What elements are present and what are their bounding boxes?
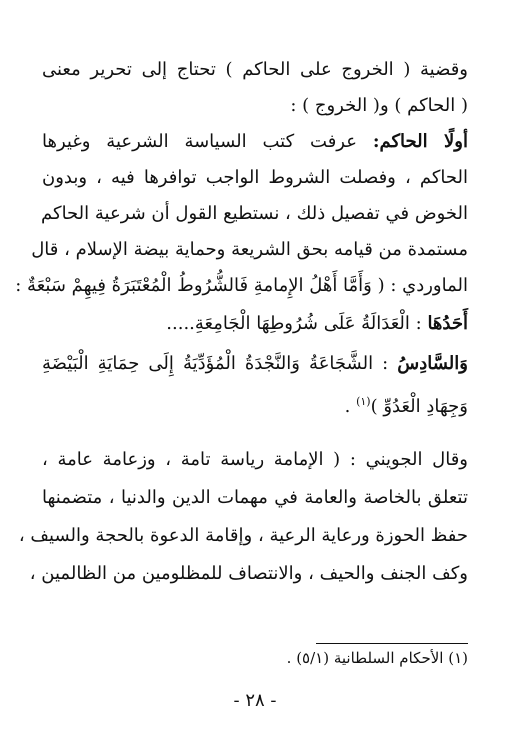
text-line-7: الماوردي : ( وَأَمَّا أَهْلُ الإِمامةِ فَالشُّرُوطُ الْمُعْتَبَرَةُ فِيهِمْ سَبْعَةٌ : — [15, 275, 468, 296]
page-number: - ٢٨ - — [233, 690, 277, 711]
text-line-10-end: . — [344, 396, 351, 417]
quote-term-sixth: وَالسَّادِسُ — [397, 353, 468, 374]
text-line-2: ( الحاكم ) و( الخروج ) : — [290, 95, 468, 116]
footnote-reference: (١) — [356, 395, 371, 408]
text-line-6: مستمدة من قيامه بحق الشريعة وحماية بيضة الإسلام ، قال — [31, 239, 468, 260]
text-line-12: تتعلق بالخاصة والعامة في مهمات الدين والدنيا ، متضمنها — [42, 487, 468, 508]
text-line-1: وقضية ( الخروج على الحاكم ) تحتاج إلى تحرير معنى — [42, 59, 468, 80]
footnote-separator — [316, 643, 468, 644]
text-line-8-rest: : الْعَدَالَةُ عَلَى شُرُوطِهَا الْجَامِعَةِ..... — [166, 313, 422, 334]
text-line-5: الخوض في تفصيل ذلك ، نستطيع القول أن شرعية الحاكم — [41, 203, 468, 224]
quote-term-first: أَحَدُهَا — [427, 313, 468, 334]
text-line-9-rest: : الشَّجَاعَةُ وَالنَّجْدَةُ الْمُؤَدِّيَةُ إِلَى حِمَايَةِ الْبَيْضَةِ — [42, 353, 389, 374]
text-line-10 — [42, 388, 468, 421]
footnote: (١) الأحكام السلطانية (٥/١) . — [286, 649, 468, 667]
text-line-8 — [42, 310, 468, 338]
text-line-9 — [42, 350, 468, 378]
text-line-14: وكف الجنف والحيف ، والانتصاف للمظلومين من الظالمين ، — [29, 563, 468, 584]
text-line-11: وقال الجويني : ( الإمامة رياسة تامة ، وزعامة عامة ، — [42, 449, 468, 470]
text-line-13: حفظ الحوزة ورعاية الرعية ، وإقامة الدعوة بالحجة والسيف ، — [18, 525, 468, 546]
text-line-10-main: وَجِهَادِ الْعَدُوِّ ) — [370, 396, 468, 417]
text-line-3 — [42, 128, 468, 156]
text-line-4: الحاكم ، وفصلت الشروط الواجب توافرها فيه ، وبدون — [42, 167, 468, 188]
text-line-3-rest: عرفت كتب السياسة الشرعية وغيرها — [42, 131, 357, 152]
section-heading: أولًا الحاكم: — [372, 131, 468, 152]
